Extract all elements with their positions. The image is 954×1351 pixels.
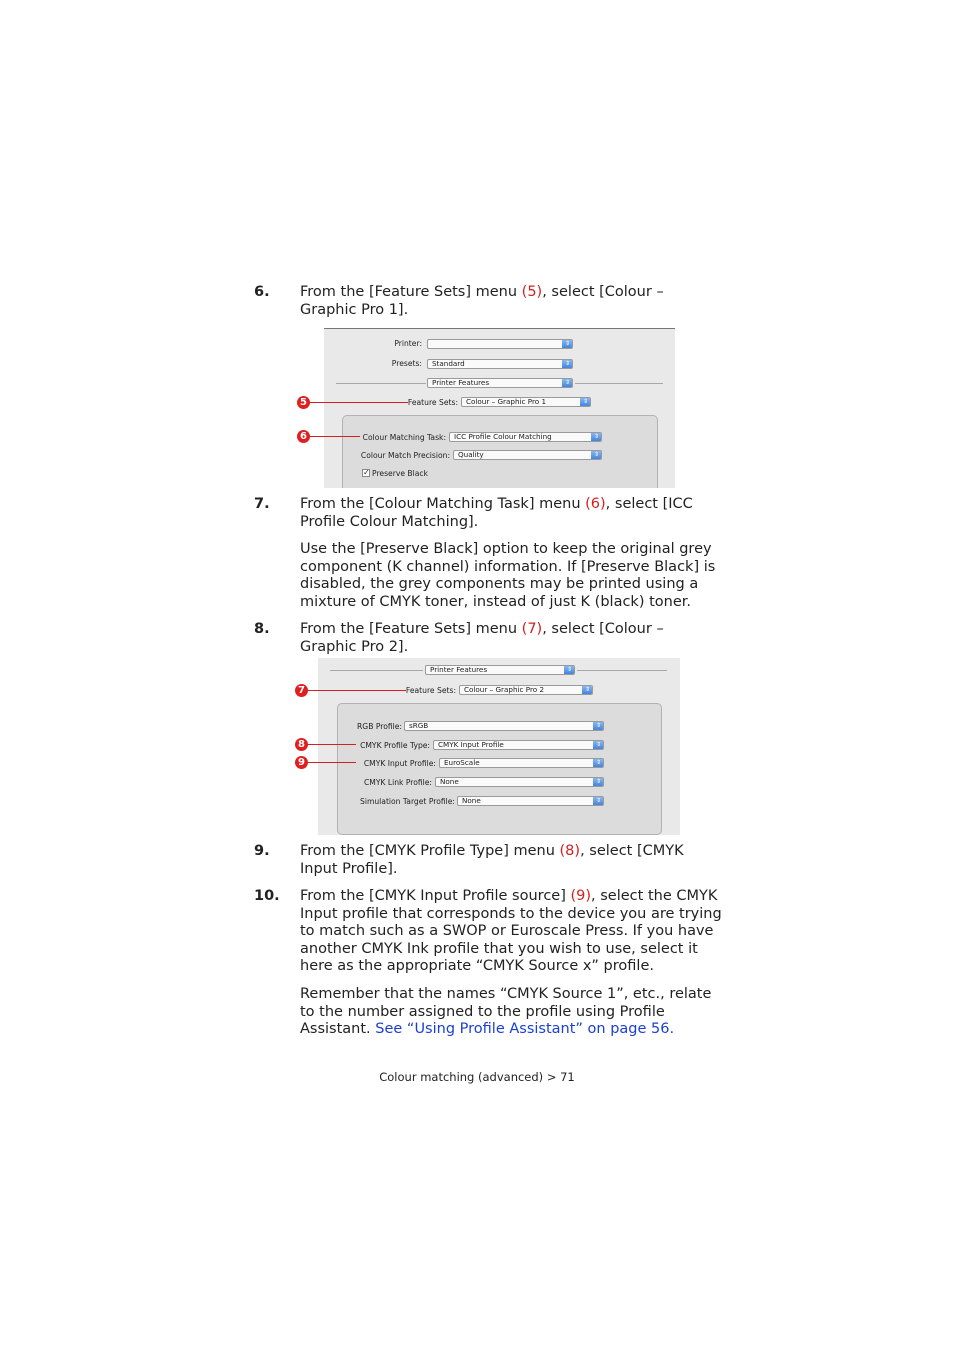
- panel-select[interactable]: Printer Features ⇕: [425, 665, 575, 675]
- updown-arrow-icon: ⇕: [582, 685, 593, 695]
- colour-match-precision-label: Colour Match Precision:: [360, 451, 450, 460]
- step-text: From the [CMYK Profile Type] menu (8), select [CMYK Input Profile].: [300, 843, 684, 877]
- step-number: 8.: [254, 621, 270, 637]
- callout-7: 7: [295, 684, 308, 697]
- updown-arrow-icon: ⇕: [562, 339, 573, 349]
- preserve-black-note: Use the [Preserve Black] option to keep the original grey component (K channel) information. If [Preserve Black] is disabled, the grey components may be printed using a mixture of CMYK toner, instead of just K (black) toner.: [300, 541, 716, 610]
- printer-select[interactable]: [427, 339, 573, 349]
- step-number: 9.: [254, 843, 270, 859]
- screenshot-feature-sets-2: [318, 658, 680, 835]
- profile-names-note: Remember that the names “CMYK Source 1”, etc., relate to the number assigned to the profile using Profile Assistant. See “Using Profile Assistant” on page 56.: [300, 986, 712, 1038]
- step-10: [254, 888, 724, 976]
- updown-arrow-icon: ⇕: [593, 758, 604, 768]
- rgb-profile-label: RGB Profile:: [357, 722, 402, 731]
- step-9: [254, 843, 724, 878]
- rgb-profile-select[interactable]: sRGB ⇕: [404, 721, 604, 731]
- screenshot-feature-sets-1: [324, 328, 675, 488]
- updown-arrow-icon: ⇕: [593, 777, 604, 787]
- callout-9: 9: [295, 756, 308, 769]
- updown-arrow-icon: ⇕: [562, 378, 573, 388]
- step-number: 7.: [254, 496, 270, 512]
- feature-sets-label: Feature Sets:: [405, 686, 456, 695]
- callout-ref: (5): [521, 284, 543, 300]
- step-text: From the [Colour Matching Task] menu (6), select [ICC Profile Colour Matching].: [300, 496, 693, 530]
- updown-arrow-icon: ⇕: [580, 397, 591, 407]
- callout-line: [307, 690, 406, 691]
- feature-sets-label: Feature Sets:: [407, 398, 458, 407]
- preserve-black-checkbox[interactable]: [362, 469, 370, 477]
- callout-ref: (6): [585, 496, 606, 512]
- step-text: From the [Feature Sets] menu (5), select [Colour – Graphic Pro 1].: [300, 284, 664, 318]
- presets-label: Presets:: [391, 359, 422, 368]
- colour-matching-task-label: Colour Matching Task:: [362, 433, 446, 442]
- updown-arrow-icon: ⇕: [591, 432, 602, 442]
- updown-arrow-icon: ⇕: [593, 721, 604, 731]
- step-text: From the [Feature Sets] menu (7), select [Colour – Graphic Pro 2].: [300, 621, 664, 655]
- checkmark-icon: ✓: [363, 468, 370, 477]
- callout-ref: (9): [570, 888, 592, 904]
- step-text: From the [CMYK Input Profile source] (9), select the CMYK Input profile that corresponds to the device you are trying to match such as a SWOP or Euroscale Press. If you have another CMYK Ink profile that you wish to use, select it here as the appropriate “CMYK Source x” profile.: [300, 888, 722, 975]
- updown-arrow-icon: ⇕: [591, 450, 602, 460]
- cmyk-input-profile-label: CMYK Input Profile:: [363, 759, 436, 768]
- colour-match-precision-select[interactable]: Quality ⇕: [453, 450, 602, 460]
- callout-ref: (7): [521, 621, 543, 637]
- step-7: [254, 496, 724, 531]
- feature-sets-select[interactable]: Colour – Graphic Pro 1 ⇕: [461, 397, 591, 407]
- updown-arrow-icon: ⇕: [593, 740, 604, 750]
- callout-line: [307, 762, 356, 763]
- cmyk-link-profile-select[interactable]: None ⇕: [435, 777, 604, 787]
- callout-5: 5: [297, 396, 310, 409]
- page-footer: Colour matching (advanced) > 71: [379, 1070, 575, 1084]
- colour-matching-task-select[interactable]: ICC Profile Colour Matching ⇕: [449, 432, 602, 442]
- callout-line: [309, 436, 360, 437]
- updown-arrow-icon: ⇕: [562, 359, 573, 369]
- callout-line: [307, 744, 356, 745]
- cmyk-profile-type-select[interactable]: CMYK Input Profile ⇕: [433, 740, 604, 750]
- cmyk-profile-type-label: CMYK Profile Type:: [360, 741, 430, 750]
- callout-8: 8: [295, 738, 308, 751]
- preserve-black-label: Preserve Black: [372, 469, 428, 478]
- cmyk-link-profile-label: CMYK Link Profile:: [363, 778, 432, 787]
- panel-select[interactable]: Printer Features ⇕: [427, 378, 573, 388]
- presets-select[interactable]: Standard ⇕: [427, 359, 573, 369]
- callout-line: [309, 402, 408, 403]
- profile-assistant-link[interactable]: See “Using Profile Assistant” on page 56.: [375, 1021, 675, 1038]
- callout-ref: (8): [559, 843, 581, 859]
- callout-6: 6: [297, 430, 310, 443]
- step-8: [254, 621, 724, 656]
- cmyk-input-profile-select[interactable]: EuroScale ⇕: [439, 758, 604, 768]
- printer-label: Printer:: [394, 339, 422, 348]
- step-number: 6.: [254, 284, 270, 300]
- feature-sets-select[interactable]: Colour – Graphic Pro 2 ⇕: [459, 685, 593, 695]
- simulation-target-profile-select[interactable]: None ⇕: [457, 796, 604, 806]
- step-6: [254, 284, 724, 319]
- updown-arrow-icon: ⇕: [564, 665, 575, 675]
- simulation-target-profile-label: Simulation Target Profile:: [360, 797, 455, 806]
- step-number: 10.: [254, 888, 280, 904]
- updown-arrow-icon: ⇕: [593, 796, 604, 806]
